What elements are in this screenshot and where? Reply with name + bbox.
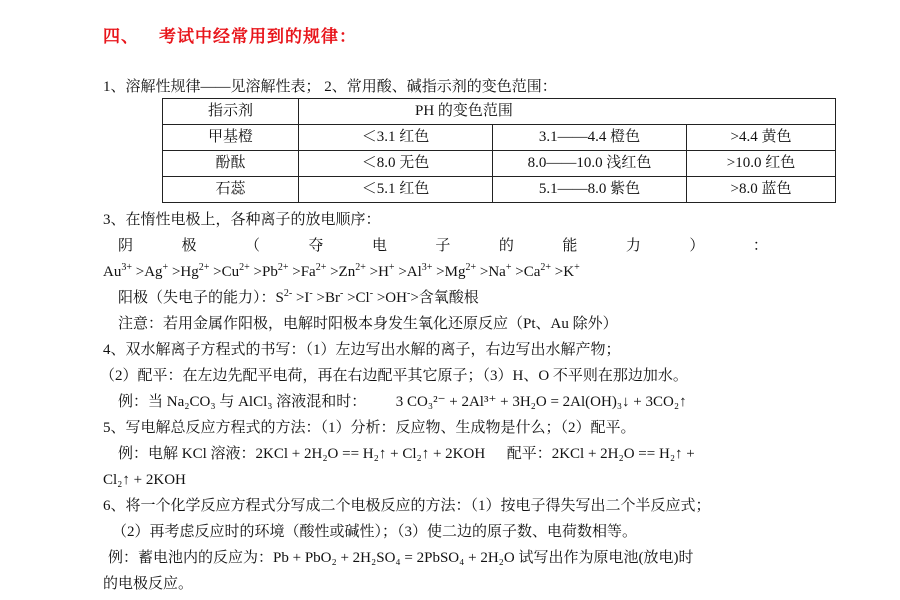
ion: $Hg^{2+}$ <box>180 262 210 280</box>
ion: $Fa^{2+}$ <box>300 262 327 280</box>
ion: Ag+ <box>144 262 169 280</box>
cell: >8.0 蓝色 <box>687 177 836 203</box>
item-3-heading: 3、在惰性电极上，各种离子的放电顺序： <box>103 212 381 228</box>
item-4-example <box>118 392 687 412</box>
char: 子 <box>435 238 451 254</box>
cell: 8.0——10.0 浅红色 <box>493 151 687 177</box>
anode-ions: $S^{2-} >I^- >Br^- >Cl^- >OH^->$ <box>275 288 419 306</box>
anode-label: 阳极（失电子的能力）： <box>118 290 276 306</box>
ion: Cl- <box>355 288 374 306</box>
ion: H+ <box>378 262 395 280</box>
section-number: 四、 <box>103 27 139 47</box>
balance-label: 配平： <box>506 446 552 462</box>
cell: >4.4 黄色 <box>687 125 836 151</box>
example-suffix: 溶液混和时： <box>276 394 367 410</box>
electrolysis-equation: 2KCl + 2H₂O == H₂↑ + Cl₂↑ + 2KOH <box>255 446 486 462</box>
balanced-equation: 2KCl + 2H₂O == H₂↑ + <box>551 446 695 462</box>
section-heading: 考试中经常用到的规律： <box>159 27 357 47</box>
char: 夺 <box>308 238 324 254</box>
item-6-example-cont: 的电极反应。 <box>103 576 194 592</box>
cell: 甲基橙 <box>163 125 299 151</box>
char: 能 <box>562 238 578 254</box>
cell: 酚酞 <box>163 151 299 177</box>
ion: $Al^{3+}$ <box>406 262 433 280</box>
ion: $Cu^{2+}$ <box>221 262 250 280</box>
cell: ＜3.1 红色 <box>299 125 493 151</box>
section-title <box>103 22 357 47</box>
cell: ＜5.1 红色 <box>299 177 493 203</box>
ion: $Pb^{2+}$ <box>261 262 289 280</box>
header-indicator: 指示剂 <box>163 99 299 125</box>
example-mid: 与 <box>219 394 235 410</box>
hydrolysis-equation: 3 CO₃²⁻ + 2Al³⁺ + 3H₂O = 2Al(OH)₃↓ + 3CO₂↑ <box>395 394 687 410</box>
anode-tail: 含氧酸根 <box>418 290 479 306</box>
char: 的 <box>498 238 514 254</box>
char: ： <box>752 238 768 254</box>
table-row <box>163 151 836 177</box>
cell: >10.0 红色 <box>687 151 836 177</box>
item-4-line-2: （2）配平：在左边先配平电荷，再在右边配平其它原子；（3）H、O 不平则在那边加水。 <box>100 368 688 384</box>
item-5-line-1: 5、写电解总反应方程式的方法：（1）分析：反应物、生成物是什么；（2）配平。 <box>103 420 636 436</box>
char: ） <box>689 238 705 254</box>
ion: $Au^{3+}$ <box>103 262 132 280</box>
ion: I- <box>304 288 313 306</box>
example-prefix: 例：当 <box>118 394 164 410</box>
ion: $S^{2-}$ <box>275 288 293 306</box>
formula-alcl3: AlCl₃ <box>238 394 273 410</box>
ion: Na+ <box>488 262 512 280</box>
item-1-2: 1、溶解性规律——见溶解性表； 2、常用酸、碱指示剂的变色范围： <box>103 79 557 95</box>
cathode-ion-series: $Au^{3+} >Ag^+ >Hg^{2+} >Cu^{2+} >Pb^{2+} >Fa^{2+} >Zn^{2+} >H^+ >Al^{3+} >Mg^{2+} >Na^+ >Ca^{2+} >K^+$ <box>103 262 580 280</box>
anode-ion-series <box>118 288 479 308</box>
indicator-table <box>162 98 836 203</box>
item-5-example <box>118 444 695 464</box>
ion: Br- <box>324 288 344 306</box>
ion: $Zn^{2+}$ <box>338 262 366 280</box>
item-6-line-1: 6、将一个化学反应方程式分写成二个电极反应的方法：（1）按电子得失写出二个半反应式； <box>103 498 711 514</box>
char: 极 <box>181 238 197 254</box>
table-header-row <box>163 99 836 125</box>
char: 力 <box>625 238 641 254</box>
cell: 石蕊 <box>163 177 299 203</box>
item-6-example <box>108 548 693 568</box>
table-row <box>163 177 836 203</box>
ion: $Ca^{2+}$ <box>523 262 552 280</box>
note-line: 注意：若用金属作阳极，电解时阳极本身发生氧化还原反应（Pt、Au 除外） <box>118 316 618 332</box>
char: 阴 <box>118 238 134 254</box>
example-prefix: 例：电解 KCl 溶液： <box>118 446 256 462</box>
example-prefix: 例：蓄电池内的反应为： <box>108 550 274 566</box>
item-6-line-2: （2）再考虑反应时的环境（酸性或碱性）；（3）使二边的原子数、电荷数相等。 <box>112 524 638 540</box>
cathode-label <box>118 236 768 256</box>
char: （ <box>244 238 260 254</box>
ion: $Mg^{2+}$ <box>444 262 477 280</box>
char: 电 <box>371 238 387 254</box>
ion: OH- <box>385 288 411 306</box>
item-5-example-cont: Cl₂↑ + 2KOH <box>103 472 186 488</box>
cell: 5.1——8.0 紫色 <box>493 177 687 203</box>
battery-equation: Pb + PbO₂ + 2H₂SO₄ = 2PbSO₄ + 2H₂O <box>273 550 515 566</box>
table-row <box>163 125 836 151</box>
header-ph-range: PH 的变色范围 <box>299 99 836 125</box>
item-4-line-1: 4、双水解离子方程式的书写：（1）左边写出水解的离子，右边写出水解产物； <box>103 342 621 358</box>
cell: ＜8.0 无色 <box>299 151 493 177</box>
ion: K+ <box>563 262 580 280</box>
formula-na2co3: Na₂CO₃ <box>166 394 216 410</box>
cell: 3.1——4.4 橙色 <box>493 125 687 151</box>
example-suffix: 试写出作为原电池(放电)时 <box>518 550 694 566</box>
